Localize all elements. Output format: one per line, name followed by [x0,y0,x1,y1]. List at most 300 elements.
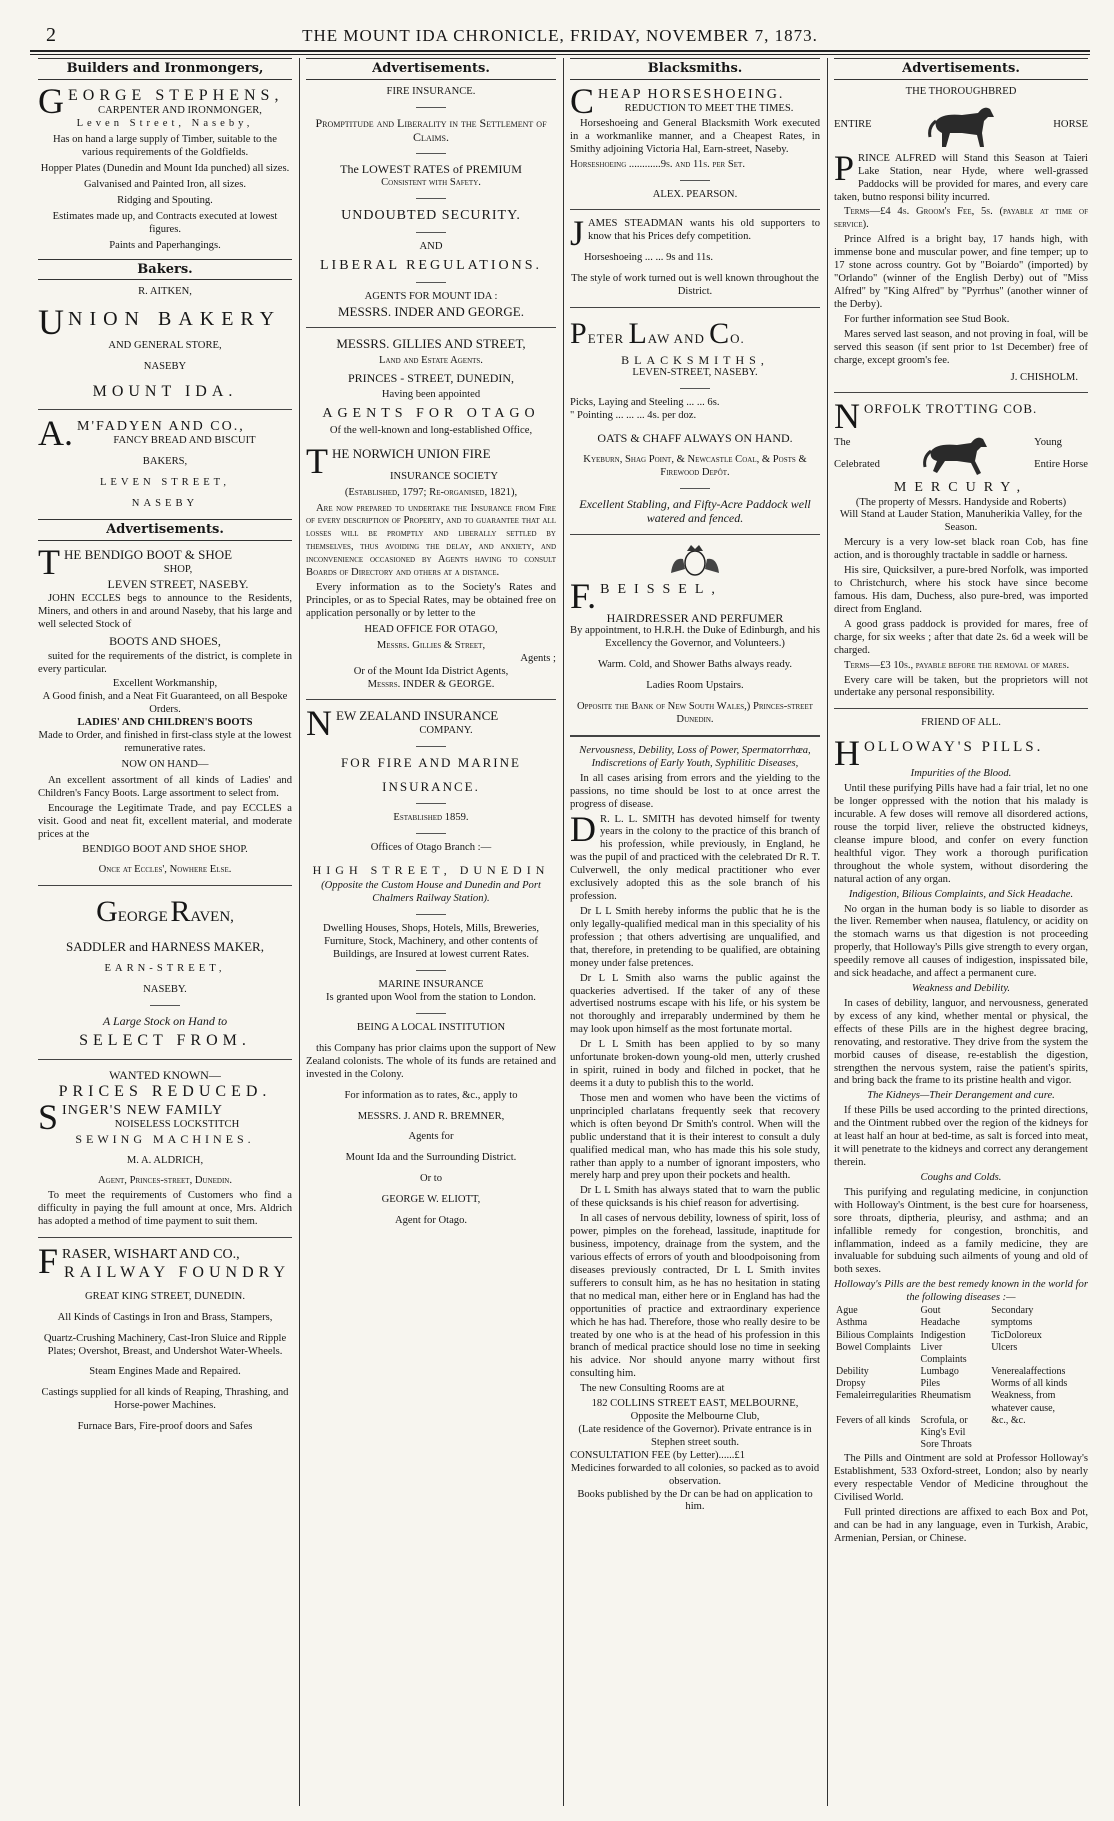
ad-heading: Holloway's Pills are the best remedy known in the world for the following diseases :— [834,1279,1088,1304]
short-rule [416,232,446,233]
short-rule [416,833,446,834]
ad-line: Galvanised and Painted Iron, all sizes. [83,178,247,190]
ad-line: Ridging and Spouting. [117,194,213,206]
ad-line: ALEX. PEARSON. [652,188,738,200]
ad-line: Leven Street, Naseby, [76,118,254,130]
section-heading: Bakers. [38,259,292,281]
ad-line: INSURANCE. [382,779,480,795]
ad-line: Agents for [408,1131,454,1143]
ad-norfolk-cob [834,396,1088,700]
table-cell: Debility [836,1366,869,1378]
ad-paragraph: Dr L L Smith hereby informs the public that he is the only legally-qualified medical man in this speciality of his profession ; that others advertising are unqualified, and that, therefore, in pretending to be qualified, are obtaining money under false pretences. [570,906,820,969]
ad-line: NOISELESS LOCKSTITCH [114,1119,240,1131]
ad-line: Of the well-known and long-established Office, [329,424,533,436]
ad-paragraph: Dr L L Smith has been applied to by so many unfortunate broken-down young-old men, utterly crushed in spirit, ruined in body and filched in pocket, that he deems it a duty to publish this to the world. [570,1039,820,1089]
divider [38,885,292,886]
ad-union-bakery [38,286,292,401]
ad-george-stephens [38,80,292,253]
ad-line: FIRE INSURANCE. [386,85,476,97]
ad-title: R. L. L. SMITH has devoted himself for twenty years in the colony to the practice of this branch of his profession, while previously, in England, he was the pupil of and practiced with the celebrated Dr R. T. Culverwell, the only medical practitioner who ever exclusively adopted this as the sole branch of his profession. [570,813,820,903]
drop-cap: P [570,317,588,351]
ad-paragraph: This purifying and regulating medicine, in conjunction with Holloway's Ointment, is the best cure for hoarseness, sore throats, diptheria, pleurisy, and asthma; and an infallible remedy for congestion, bronchitis, and inflammation, indeed as a family medicine, they are invaluable for subduing such ailments of young and old of both sexes. [834,1186,1088,1276]
ad-line: Will Stand at Lauder Station, Manuherikia Valley, for the Season. [839,509,1083,534]
table-cell: &c., &c. [991,1414,1026,1426]
divider [306,327,556,328]
ad-line: Promptitude and Liberality in the Settlement of Claims. [315,115,547,145]
ad-paragraph: In cases of debility, languor, and nervousness, generated by excess of any kind, whether mental or physical, the effects of these Pills are in the highest degree bracing, renovating, and restorative. They drive from the system the morbid causes of disease, re-establish the digestion, strengthen the nervous system, raise the patient's spirits, and bring back the frame to its pristine health and vigor. [834,997,1088,1087]
ad-line: The [834,436,851,448]
column-4 [834,58,1088,1806]
ad-line: SADDLER and HARNESS MAKER, [66,938,264,954]
ad-singer-machines [38,1068,292,1229]
drop-cap: C [709,317,731,351]
drop-cap: P [834,147,855,188]
ad-line: NASEBY [131,497,199,509]
ad-line: Warm. Cold, and Shower Baths always ready. [597,659,793,671]
drop-cap: R [170,895,191,929]
divider [306,699,556,700]
ad-line: Or to [419,1173,443,1185]
table-cell: Indigestion [920,1329,966,1341]
ad-line: MERCURY, [893,480,1029,496]
diseases-table [834,1305,1088,1451]
ad-line: By appointment, to H.R.H. the Duke of Edinburgh, and his Excellency the Governor, and Volunteers.) [570,625,820,650]
ad-line: EARN-STREET, [104,962,226,974]
ad-paragraph: Dr L L Smith has always stated that to warn the public of these quicksands is his chief reason for advertising. [570,1185,820,1210]
ad-paragraph: Horseshoeing and General Blacksmith Work executed in a workmanlike manner, and a Cheapest Rates, in Smithy adjoining Victoria Hal, Earn-street, Naseby. [570,117,820,155]
ad-line: ENTIRE [834,119,872,131]
ad-line: Agent, Princes-street, Dunedin. [97,1175,232,1187]
ad-paragraph: Are now prepared to undertake the Insurance from Fire of every description of Property, and to guarantee that all losses will be promptly and liberally settled by themselves, thus avoiding the delay, and anxiety, and inconvenience occasioned by Agents having to consult Boards of Directory and others at a distance. [306,502,556,579]
drop-cap: U [38,302,64,343]
ad-line: NASEBY. [143,983,187,995]
ad-line: Young [1034,436,1062,448]
table-row [834,1330,1088,1342]
drop-cap: S [38,1096,59,1137]
ad-paragraph: Dwelling Houses, Shops, Hotels, Mills, Breweries, Furniture, Stock, Machinery, and other contents of Buildings, are Insured at lowest current Rates. [323,923,539,961]
divider [570,735,820,737]
table-cell: symptoms [991,1317,1033,1329]
ad-line: MESSRS. GILLIES AND STREET, [336,336,526,352]
table-cell: Scrofula, or King's Evil [920,1414,968,1439]
table-cell: Dropsy [836,1378,866,1390]
ad-line: Excellent Workmanship, [112,678,218,690]
table-cell: Lumbago [920,1366,959,1378]
ad-line: PRINCES - STREET, DUNEDIN, [347,371,515,386]
short-rule [680,388,710,389]
short-rule [416,107,446,108]
ad-paragraph: If these Pills be used according to the printed directions, and the Ointment rubbed over the region of the kidneys for at least half an hour at bed-time, as salt is forced into meat, it will penetrate to the kidneys and correct any derangement therein. [834,1105,1088,1169]
ad-line: Consistent with Safety. [381,176,481,188]
ad-line: M. A. ALDRICH, [126,1154,204,1166]
section-heading: Advertisements. [834,58,1088,80]
ad-title: BEISSEL, [600,581,723,597]
ad-line: Picks, Laying and Steeling ... ... 6s. [570,397,720,409]
ad-paragraph: suited for the requirements of the district, is complete in every particular. [38,650,292,675]
newspaper-title: THE MOUNT IDA CHRONICLE, FRIDAY, NOVEMBER 7, 1873. [302,26,818,45]
short-rule [416,970,446,971]
divider [570,209,820,210]
ad-line: FOR FIRE AND MARINE [341,755,521,771]
ad-paragraph: No organ in the human body is so liable to disorder as the liver. Remember when nausea, flatulency, or acidity on the stomach warns us that digestion is not proceeding properly, that Holloway's Pills give strength to every organ, speedily remove all causes of indigestion, inspissated bile, and sick headache, and affect a permanent cure. [834,903,1088,980]
divider [38,409,292,410]
ad-title: NION BAKERY [68,308,282,331]
ad-line: J. CHISHOLM. [1010,371,1078,383]
ad-line: BAKERS, [142,456,188,468]
ad-line: HORSE [1053,119,1088,131]
table-cell: Piles [920,1378,940,1390]
ad-line: Offices of Otago Branch :— [370,841,492,853]
table-cell: Asthma [836,1317,868,1329]
ad-line: Messrs. Gillies & Street, [376,639,486,651]
ad-george-raven [38,894,292,1050]
ad-paragraph: In all cases of nervous debility, lowness of spirit, loss of power, pimples on the forehead, lassitude, inaptitude for business, impotency, drainage from the system, and the various effects of errors of youth and bloodpoisoning from diseases previously contracted, Dr L L Smith invites sufferers to consult him, as he has no hesitation in stating that no medical man, either here or in England has had the opportunities of practice and extraordinary experience which he has had. Therefore, those who really desire to be treated by one who is at the head of his profession in this branch of medical practice should lose no time in seeking his advice. Nor should anyone marry without first consulting him. [570,1213,820,1380]
drop-cap: G [96,895,118,929]
ad-title: EORGE [117,909,168,926]
masthead [30,22,1090,50]
ad-line: Ladies Room Upstairs. [646,680,744,692]
ad-paragraph: Every care will be taken, but the proprietors will not undertake any personal responsibility. [834,674,1088,699]
page-number: 2 [46,24,56,46]
ad-line: Opposite the Melbourne Club, [630,1411,760,1423]
short-rule [150,1005,180,1006]
horse-icon [922,103,1002,149]
table-cell: Femaleirregularities [836,1390,917,1402]
divider [38,1059,292,1060]
ad-line: Quartz-Crushing Machinery, Cast-Iron Sluice and Ripple Plates; Overshot, Breast, and Undershot Water-Wheels. [43,1332,287,1357]
ad-line: Horseshoeing ... ... 9s and 11s. [584,252,714,264]
ad-line: For information as to rates, &c., apply to [344,1089,518,1101]
divider [38,1237,292,1238]
ad-paragraph: Every information as to the Society's Rates and Principles, or as to Special Rates, may be obtained free on application personally or by letter to the [306,582,556,619]
drop-cap: N [834,396,860,437]
drop-cap: A. [38,413,73,454]
ad-line: (Opposite the Custom House and Dunedin and Port Chalmers Railway Station). [321,880,541,905]
ad-line: CARPENTER AND IRONMONGER, [98,105,262,117]
ad-line: SELECT FROM. [79,1032,251,1050]
royal-crest-icon [665,543,725,577]
ad-peter-law [570,316,820,526]
ad-holloways-pills [834,717,1088,1546]
ad-title: RASER, WISHART AND CO., [62,1247,240,1263]
drop-cap: H [834,733,860,774]
ad-paragraph: Prince Alfred is a bright bay, 17 hands high, with immense bone and muscular power, and fine temper; up to 17 stone across country. Got by "Boiardo" (imported) by "Orlando" (winner of the English Derby) out of "Miss Alfred" by "King Alfred" by "Pyrrhus" (another winner of the Derby). [834,234,1088,310]
ad-fire-insurance [306,86,556,320]
ad-line: LEVEN STREET, NASEBY. [107,576,249,591]
ad-line: AND [419,240,443,252]
ad-line: Or of the Mount Ida District Agents, [353,665,509,677]
ad-line: Once at Eccles', Nowhere Else. [98,864,232,876]
ad-line: REDUCTION TO MEET THE TIMES. [624,102,794,114]
ad-line: FANCY BREAD AND BISCUIT [113,435,256,447]
ad-line: BEING A LOCAL INSTITUTION [356,1021,506,1033]
ad-heading: The Kidneys—Their Derangement and cure. [867,1090,1055,1102]
ad-title: AMES STEADMAN wants his old supporters to know that his Prices defy competition. [588,218,820,243]
ad-title: EORGE STEPHENS, [68,86,284,104]
ad-title: O. [730,331,745,347]
ad-line: A Good finish, and a Neat Fit Guaranteed, on all Bespoke Orders. [42,691,288,716]
table-row [834,1317,1088,1329]
ad-line: PRICES REDUCED. [58,1083,272,1101]
ad-paragraph: Those men and women who have been the victims of unprincipled charlatans frequently seek that recovery which is often beyond Dr Smith's control. When will the public understand that it is their interest to consult a duly qualified medical man, who has made this his sole study, rather than apply to a number of ignorant imposters, who merely harp and prey upon their pockets and health. [570,1092,820,1182]
ad-line: HIGH STREET, DUNEDIN [312,862,550,877]
ad-line: MESSRS. J. AND R. BREMNER, [357,1110,505,1122]
table-row [834,1342,1088,1366]
ad-paragraph: The new Consulting Rooms are at [580,1383,725,1395]
ad-james-steadman [570,213,820,299]
short-rule [416,746,446,747]
ad-line: HAIRDRESSER AND PERFUMER [606,610,784,625]
ad-title: RINCE ALFRED will Stand this Season at Taieri Lake Station, near Hyde, where well-grassed Paddocks will be provided for mares, and every care taken, butno responsi bility incurred. [834,152,1088,203]
ad-paragraph: For further information see Stud Book. [844,313,1010,325]
ad-bendigo-boot-shop [38,541,292,878]
ad-line: Steam Engines Made and Repaired. [89,1366,241,1378]
ad-line: BENDIGO BOOT AND SHOE SHOP. [82,843,248,855]
ad-fraser-wishart [38,1241,292,1434]
ad-paragraph: In all cases arising from errors and the yielding to the passions, no time should be lost to at once arrest the progress of disease. [570,772,820,810]
table-cell: Ague [836,1305,858,1317]
ad-paragraph: An excellent assortment of all kinds of Ladies' and Children's Fancy Boots. Large assortment to select from. [38,774,292,799]
divider [834,392,1088,393]
ad-title: EW ZEALAND INSURANCE [336,708,499,724]
ad-paragraph: Mares served last season, and not proving in foal, will be served this season (if sent prior to 1st December) free of charge, except groom's fee. [834,328,1088,366]
divider [570,307,820,308]
ad-line: Paints and Paperhangings. [109,239,221,251]
ad-title: HE NORWICH UNION FIRE [332,445,491,461]
ad-line: LADIES' AND CHILDREN'S BOOTS [77,717,253,729]
ad-line: Made to Order, and finished in first-class style at the lowest remunerative rates. [38,730,292,755]
ad-line: Horseshoeing ............9s. and 11s. per Set. [570,158,745,170]
ad-paragraph: Dr L L Smith also warns the public against the quackeries advertised. If the taker of any of these advertised nostrums escape with his life, or his system be not thoroughly and irreparably undermined by them he may look upon himself as the most fortunate mortal. [570,972,820,1036]
ad-line: GEORGE W. ELIOTT, [381,1194,481,1206]
ad-mcfadyen [38,413,292,511]
table-cell [989,1439,1088,1451]
ad-title: ETER [587,331,625,347]
table-cell: Bowel Complaints [836,1341,911,1353]
ad-title: AW AND [647,331,705,347]
short-rule [416,914,446,915]
ad-paragraph: Full printed directions are affixed to each Box and Pot, and can be had in any language, even in Turkish, Arabic, Armenian, Persian, or Chinese. [834,1507,1088,1544]
ad-title: M'FADYEN AND CO., [77,419,245,435]
ad-line: (Established, 1797; Re-organised, 1821), [344,486,518,498]
column-2 [306,58,556,1806]
ad-line: (Late residence of the Governor). Private entrance is in Stephen street south. [578,1423,812,1448]
table-cell: Secondary [991,1305,1034,1317]
ad-line: The LOWEST RATES of PREMIUM [340,162,522,177]
table-cell: Bilious Complaints [836,1329,914,1341]
section-heading: Advertisements. [38,519,292,541]
ad-line: Hopper Plates (Dunedin and Mount Ida punched) all sizes. [40,163,290,175]
table-cell: Sore Throats [920,1439,972,1451]
column-divider [299,58,300,1806]
short-rule [416,153,446,154]
ad-line: The style of work turned out is well known throughout the District. [571,273,819,298]
ad-line: AND GENERAL STORE, [108,339,222,351]
section-heading: Builders and Ironmongers, [38,58,292,80]
section-heading: Blacksmiths. [570,58,820,80]
ad-line: LEVEN STREET, [99,477,231,489]
table-cell: Venerealaffections [991,1366,1066,1378]
column-divider [563,58,564,1806]
ad-gillies-street [306,336,556,691]
ad-paragraph: A good grass paddock is provided for mares, free of charge, for six weeks ; after that date 2s. 6d a week will be charged. [834,618,1088,656]
ad-paragraph: The Pills and Ointment are sold at Professor Holloway's Establishment, 533 Oxford-street, London; also by nearly every respectable Vendor of Medicine throughout the Civilised World. [834,1453,1088,1504]
ad-line: MARINE INSURANCE [378,979,484,991]
divider [834,708,1088,709]
ad-line: BLACKSMITHS, [621,352,769,367]
ad-line: A Large Stock on Hand to [102,1013,228,1028]
divider [570,534,820,535]
ad-paragraph: Encourage the Legitimate Trade, and pay ECCLES a visit. Good and neat fit, excellent material, and moderate prices at the [38,802,292,840]
ad-heading: Coughs and Colds. [920,1171,1002,1183]
ad-paragraph: Mercury is a very low-set black roan Cob, has fine action, and is thoroughly tractable in saddle or harness. [834,537,1088,562]
section-heading: Advertisements. [306,58,556,80]
ad-line: AGENTS FOR OTAGO [322,405,540,421]
ad-line: WANTED KNOWN— [109,1067,221,1082]
ad-line: FRIEND OF ALL. [921,717,1001,729]
ad-line: Agent for Otago. [394,1215,468,1227]
table-row [834,1415,1088,1439]
ad-line: AGENTS FOR MOUNT IDA : [364,290,498,302]
masthead-rule-thin [30,54,1090,55]
table-cell: Weakness, from whatever cause, [991,1390,1056,1414]
ad-line: HEAD OFFICE FOR OTAGO, [364,623,498,635]
horse-icon [917,431,997,477]
ad-title: INGER'S NEW FAMILY [62,1102,223,1118]
short-rule [680,180,710,181]
ad-line: Agents ; [520,652,556,664]
short-rule [416,282,446,283]
ad-line: Medicines forwarded to all colonies, so packed as to avoid observation. [570,1462,820,1487]
ad-line: All Kinds of Castings in Iron and Brass, Stampers, [57,1311,273,1323]
ad-paragraph: His sire, Quicksilver, a pure-bred Norfolk, was imported to Christchurch, where his stock have since become famous. His dam, Duchess, also pure-bred, was imported direct from England. [834,565,1088,615]
drop-cap: F. [570,575,597,616]
ad-paragraph: Until these purifying Pills have had a fair trial, let no one be longer oppressed with the notion that his malady is incurable. A few doses will remove all disordered actions, rouse the torpid liver, relieve the obstructed kidneys, cleanse impure blood, and confer on every function healthful vigor. They work a thorough purification throughout the whole system, without disordering the natural action of any organ. [834,783,1088,885]
ad-paragraph: JOHN ECCLES begs to announce to the Residents, Miners, and others in and around Naseby, that his large and well selected Stock of [38,593,292,631]
ad-line: Has on hand a large supply of Timber, suitable to the various requirements of the Goldfields. [53,134,277,159]
masthead-rule [30,50,1090,52]
ad-line: Entire Horse [1034,459,1088,471]
ad-line: UNDOUBTED SECURITY. [341,207,521,223]
ad-title: AVEN, [190,909,234,926]
drop-cap: F [38,1241,59,1282]
ad-paragraph: Terms—£4 4s. Groom's Fee, 5s. (payable at time of service). [834,206,1088,231]
ad-line: THE THOROUGHBRED [905,85,1017,97]
ad-line: SHOP, [163,563,193,575]
ad-line: COMPANY. [419,725,473,737]
table-row [834,1378,1088,1390]
ad-beissel-hairdresser [570,543,820,727]
table-cell: Gout [920,1305,941,1317]
ad-line: " Pointing ... ... ... 4s. per doz. [570,410,697,422]
short-rule [416,1013,446,1014]
ad-line: INSURANCE SOCIETY [389,470,498,482]
ad-line: MOUNT IDA. [92,382,238,400]
ad-line: CONSULTATION FEE (by Letter)......£1 [570,1449,746,1461]
ad-line: Furnace Bars, Fire-proof doors and Safes [77,1421,253,1433]
short-rule [416,803,446,804]
table-cell: Worms of all kinds [991,1378,1068,1390]
drop-cap: C [570,80,595,121]
table-cell: TicDoloreux [991,1329,1042,1341]
table-cell [834,1439,919,1451]
ad-line: Excellent Stabling, and Fifty-Acre Paddock well watered and fenced. [579,496,811,526]
ad-line: OATS & CHAFF ALWAYS ON HAND. [597,431,793,446]
ad-line: Having been appointed [381,388,481,400]
ad-line: Kyeburn, Shag Point, & Newcastle Coal, & Posts & Firewood Depôt. [583,453,807,478]
ad-line: (The property of Messrs. Handyside and Roberts) [855,496,1067,508]
ad-cheap-horseshoeing [570,80,820,202]
ad-title: OLLOWAY'S PILLS. [864,739,1044,756]
table-row [834,1390,1088,1414]
ad-line: LIBERAL REGULATIONS. [319,257,543,273]
ad-heading: Indigestion, Bilious Complaints, and Sick Headache. [848,888,1074,900]
ad-title: HEAP HORSESHOEING. [598,86,785,102]
ad-line: Castings supplied for all kinds of Reaping, Thrashing, and Horse-power Machines. [41,1387,289,1412]
table-cell: Fevers of all kinds [836,1414,911,1426]
column-3 [570,58,820,1806]
table-cell: Ulcers [991,1341,1018,1353]
ad-line: LEVEN-STREET, NASEBY. [632,367,758,379]
ad-dr-smith [570,745,820,1514]
ad-heading: Weakness and Debility. [911,983,1011,995]
table-row [834,1305,1088,1317]
drop-cap: D [570,808,596,849]
drop-cap: J [570,213,585,254]
ad-line: Estimates made up, and Contracts executed at lowest figures. [52,210,278,235]
ad-line: Opposite the Bank of New South Wales,) Princes-street Dunedin. [577,701,813,726]
drop-cap: T [38,541,60,582]
ad-title: ORFOLK TROTTING COB. [864,401,1038,417]
ad-line: Is granted upon Wool from the station to London. [326,992,536,1003]
ad-title: HE BENDIGO BOOT & SHOE [64,546,233,562]
column-1 [38,58,292,1806]
drop-cap: L [628,317,648,351]
ad-line: Celebrated [834,459,880,471]
table-row [834,1439,1088,1451]
table-cell: Liver Complaints [920,1341,967,1365]
ad-line: 182 COLLINS STREET EAST, MELBOURNE, [591,1398,799,1410]
ad-line: MESSRS. INDER AND GEORGE. [338,303,524,319]
ad-line: Messrs. INDER & GEORGE. [367,678,495,690]
ad-line: Mount Ida and the Surrounding District. [345,1152,517,1164]
ad-line: RAILWAY FOUNDRY [64,1264,290,1282]
ad-paragraph: this Company has prior claims upon the support of New Zealand colonists. The whole of its funds are retained and invested in the Colony. [306,1042,556,1080]
ad-line: Established 1859. [393,812,469,823]
table-cell: Rheumatism [920,1390,972,1402]
ad-paragraph: To meet the requirements of Customers who find a difficulty in paying the full amount at once, Mrs. Aldrich has adopted a method of time payment to suit them. [38,1190,292,1228]
table-cell: Headache [920,1317,960,1329]
short-rule [416,198,446,199]
ad-paragraph: Terms—£3 10s., payable before the removal of mares. [844,659,1070,671]
ad-prince-alfred [834,86,1088,385]
column-divider [827,58,828,1806]
ad-new-zealand-insurance [306,703,556,1228]
ad-line: NASEBY [143,360,187,372]
table-row [834,1366,1088,1378]
short-rule [680,488,710,489]
ad-line: SEWING MACHINES. [75,1131,255,1146]
drop-cap: G [38,80,64,121]
ad-line: BOOTS AND SHOES, [109,633,221,648]
ad-line: GREAT KING STREET, DUNEDIN. [85,1290,245,1302]
ad-line: Land and Estate Agents. [379,355,483,367]
ad-line: R. AITKEN, [138,286,192,298]
ad-heading: Impurities of the Blood. [910,768,1012,780]
drop-cap: N [306,703,332,744]
drop-cap: T [306,440,328,481]
ad-heading: Nervousness, Debility, Loss of Power, Spermatorrhœa, Indiscretions of Early Youth, Syphilitic Diseases, [579,744,811,769]
